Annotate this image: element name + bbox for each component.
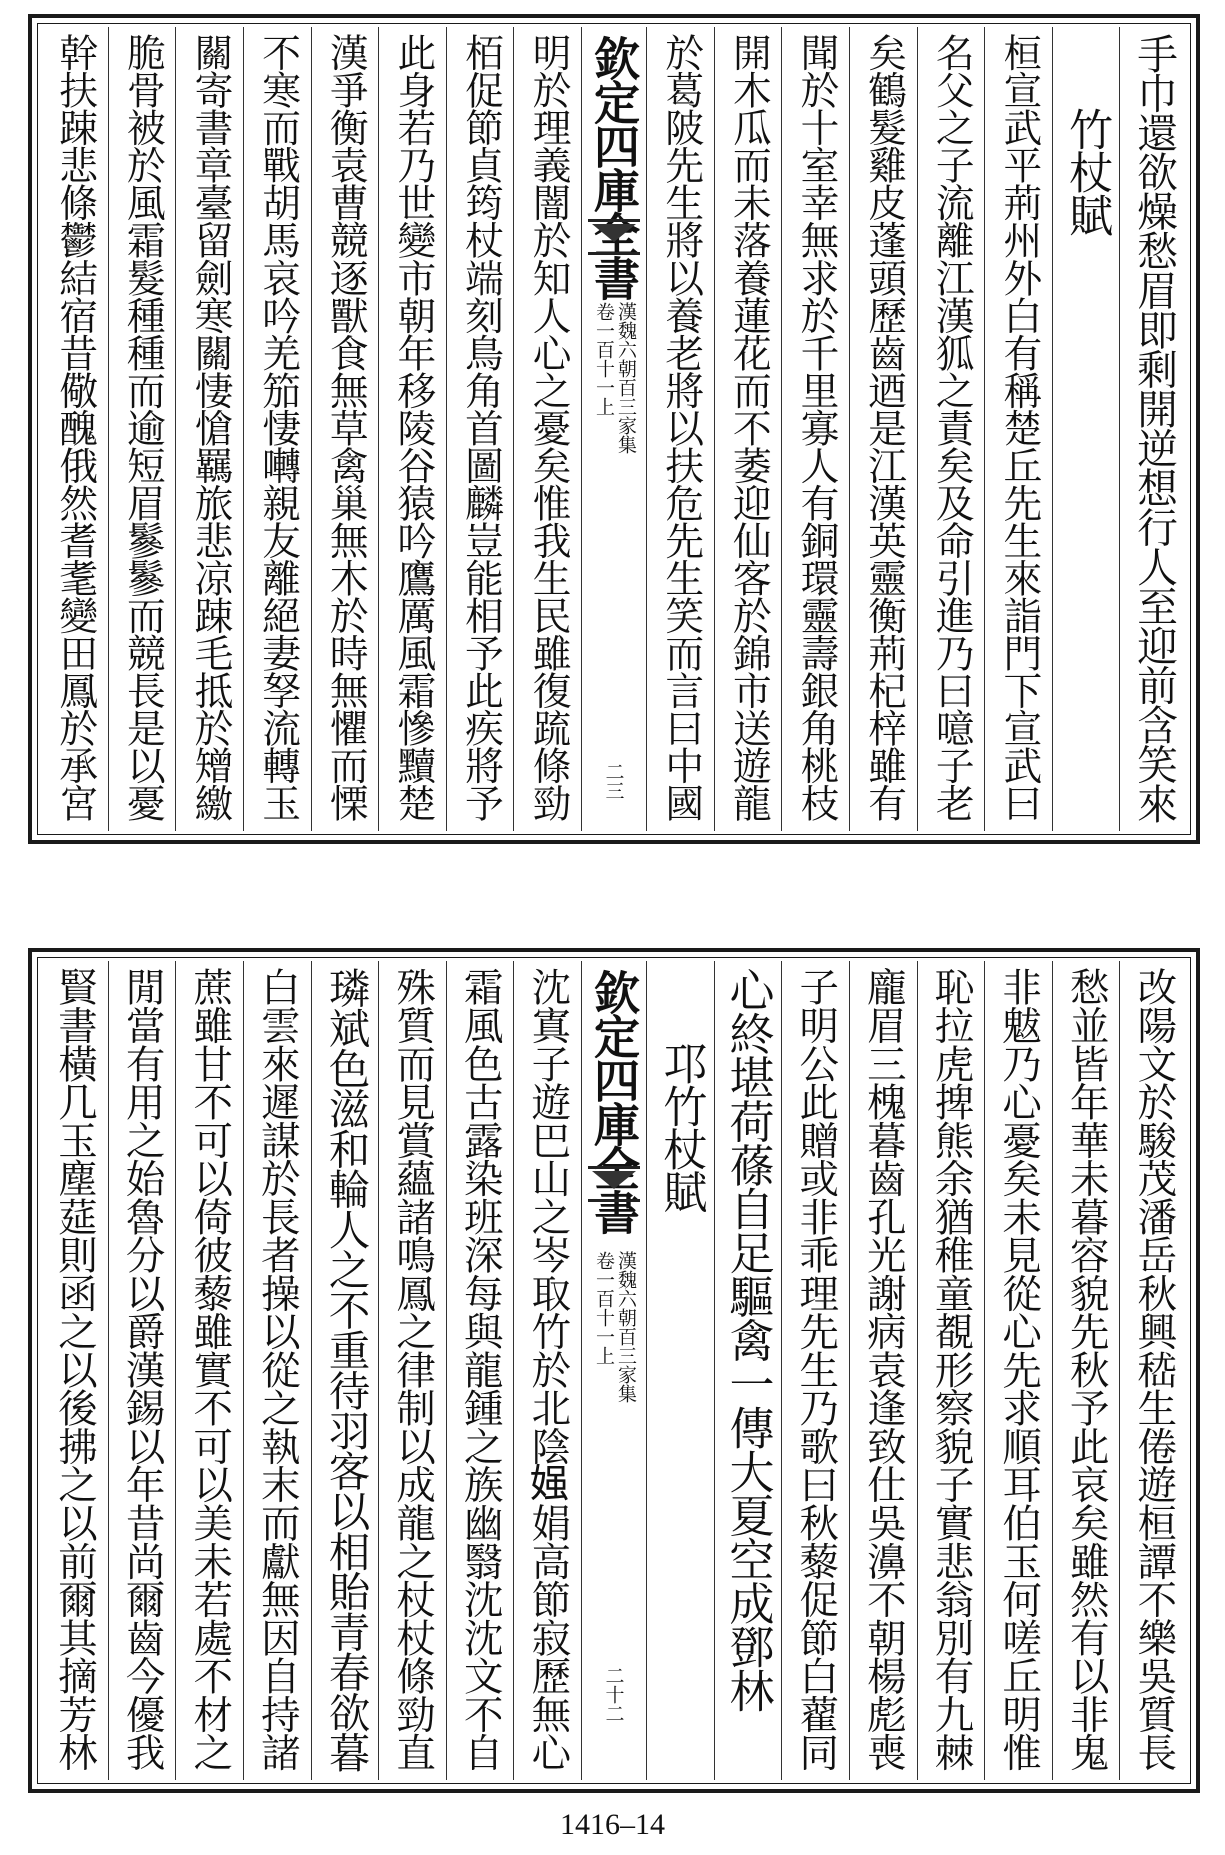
text-column: [1052, 961, 1120, 1780]
text-column: [175, 961, 243, 1780]
text-column: [175, 27, 243, 831]
text-column-content: 心終堪荷蓧自足驅禽一傳大夏空成鄧林: [721, 967, 775, 1712]
text-column-content: 脆骨被於風霜髮種種而逾短眉鬖鬖而競長是以憂: [120, 33, 166, 822]
gutter-title: 欽定四庫全書: [587, 35, 641, 299]
text-column-content: 幹扶踈悲條鬱結宿昔儆醜俄然耆耄變田鳳於承宮: [52, 33, 98, 822]
page-footer-id: 1416–14: [560, 1808, 665, 1841]
text-column: [1119, 27, 1187, 831]
page-bottom: [28, 948, 1200, 1793]
text-column: [1119, 961, 1187, 1780]
text-column-content: 手巾還欲燥愁眉即剩開逆想行人至迎前含笑來: [1130, 33, 1179, 823]
text-column: [108, 27, 176, 831]
text-column-content: 不寒而戰胡馬哀吟羌笳悽囀親友離絕妻孥流轉玉: [255, 33, 301, 822]
text-column-content: 名父之子流離江漢狐之責矣及命引進乃曰噫子老: [929, 33, 975, 822]
section-title: 竹杖賦: [1061, 107, 1113, 236]
text-column: [41, 961, 108, 1780]
text-column: [781, 961, 849, 1780]
center-gutter: [581, 961, 646, 1780]
text-column: [311, 27, 379, 831]
fishtail-mark: [588, 219, 640, 255]
text-column: [984, 27, 1052, 831]
text-column: [378, 961, 446, 1780]
text-column-content: 關寄書章臺留劍寒關悽愴羈旅悲凉踈毛抵於矰繳: [187, 33, 233, 822]
text-column-content: 桓宣武平荊州外白有稱楚丘先生來詣門下宣武曰: [996, 33, 1042, 822]
text-column: [917, 27, 985, 831]
gutter-book-info: [593, 302, 635, 454]
text-column: [41, 27, 108, 831]
text-column-content: 栢促節貞筠杖端刻鳥角首圖麟豈能相予此疾將予: [458, 33, 504, 822]
text-column: [513, 27, 581, 831]
text-column-content: 聞於十室幸無求於千里寡人有銅環靈壽銀角桃枝: [793, 33, 839, 822]
text-column-content: 於葛陂先生將以養老將以扶危先生笑而言曰中國: [658, 33, 704, 822]
text-column-content: 賢書橫几玉塵莚則函之以後拂之以前爾其摘芳林: [52, 967, 99, 1771]
text-column: [243, 27, 311, 831]
text-column-content: 殊質而見賞蘊諸鳴鳳之律制以成龍之杖杖條勁直: [390, 967, 437, 1771]
text-column: [378, 27, 446, 831]
text-column-content: 子明公此贈或非乖理先生乃歌曰秋藜促節白藋同: [793, 967, 840, 1771]
text-column-content: 霜風色古露染班深每與龍鍾之族幽翳沈沈文不自: [457, 967, 504, 1771]
section-title-column: [646, 961, 714, 1780]
gutter-collection-name: 漢魏六朝百三家集: [614, 302, 637, 454]
text-column-content: 璘斌色滋和輪人之不重待羽客以相貽青春欲暮: [321, 967, 370, 1772]
gutter-book-info: [593, 1251, 635, 1403]
text-column: [849, 961, 917, 1780]
text-column-content: 此身若乃世變市朝年移陵谷猿吟鷹厲風霜慘黷楚: [390, 33, 436, 822]
gutter-collection-name: 漢魏六朝百三家集: [614, 1251, 637, 1403]
text-column: [446, 27, 514, 831]
fishtail-mark: [588, 1166, 640, 1202]
text-column: [646, 27, 714, 831]
text-column: [849, 27, 917, 831]
text-column: [714, 27, 782, 831]
gutter-page-number: 二十二: [602, 1666, 625, 1723]
gutter-page-number: 二三: [602, 762, 625, 800]
text-column: [446, 961, 514, 1780]
gutter-volume: 卷一百十一上: [593, 1251, 615, 1365]
section-title-column: [1052, 27, 1120, 831]
text-column: [917, 961, 985, 1780]
text-column: [781, 27, 849, 831]
text-column-content: 蔗雖甘不可以倚彼藜雖實不可以美未若處不材之: [187, 967, 234, 1771]
text-column-content: 開木瓜而未落養蓮花而不萎迎仙客於錦市送遊龍: [726, 33, 772, 822]
text-column: [243, 961, 311, 1780]
text-column-content: 閒當有用之始魯分以爵漢錫以年昔尚爾齒今優我: [119, 967, 166, 1771]
text-column-content: 沈寘子遊巴山之岑取竹於北陰𡟎娟高節寂歷無心: [525, 967, 572, 1771]
text-column: [984, 961, 1052, 1780]
gutter-title: 欽定四庫全書: [587, 969, 641, 1233]
page-top: [28, 14, 1200, 844]
gutter-volume: 卷一百十一上: [593, 302, 615, 416]
text-column-content: 非魃乃心憂矣未見從心先求順耳伯玉何嗟丘明惟: [996, 967, 1043, 1771]
text-column-content: 恥拉虎捭熊余猶稚童覩形察貌子實悲翁別有九棘: [928, 967, 975, 1771]
text-column-content: 明於理義闇於知人心之憂矣惟我生民雖復䟽條勁: [526, 33, 572, 822]
text-column-content: 愁並皆年華未暮容貌先秋予此哀矣雖然有以非鬼: [1063, 967, 1110, 1771]
text-column-content: 改陽文於駿茂潘岳秋興嵇生倦遊桓譚不樂吳質長: [1131, 967, 1178, 1771]
text-column: [311, 961, 379, 1780]
center-gutter: [581, 27, 646, 831]
section-title: 邛竹杖賦: [655, 1041, 707, 1213]
text-column: [714, 961, 782, 1780]
text-column: [513, 961, 581, 1780]
text-column-content: 龐眉三槐暮齒孔光謝病袁逢致仕吳濞不朝楊彪喪: [860, 967, 907, 1771]
text-column-content: 白雲來遲謀於長者操以從之執末而獻無因自持諸: [254, 967, 301, 1771]
text-column: [108, 961, 176, 1780]
text-column-content: 矣鶴髮雞皮蓬頭歷齒迺是江漢英靈衡荊杞梓雖有: [861, 33, 907, 822]
text-column-content: 漢爭衡袁曹競逐獸食無草禽巢無木於時無懼而慄: [323, 33, 369, 822]
